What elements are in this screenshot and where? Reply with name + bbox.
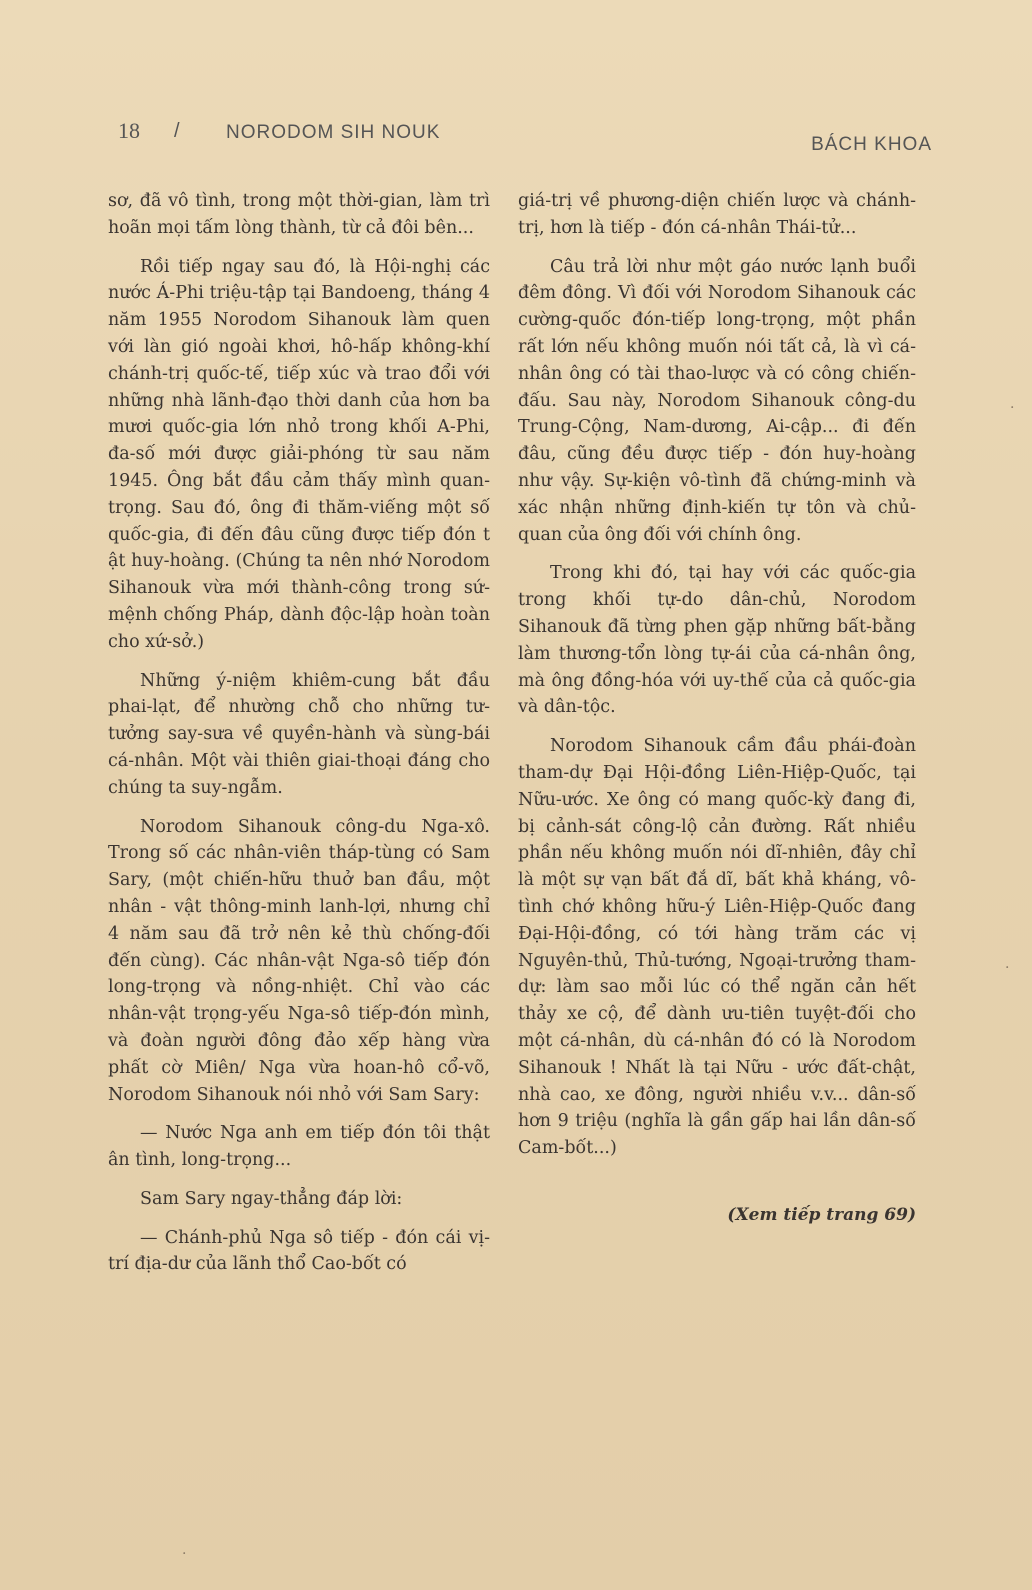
paragraph: sơ, đã vô tình, trong một thời-gian, làm trì hoãn mọi tấm lòng thành, từ cả đôi bên... bbox=[108, 191, 490, 238]
right-column bbox=[518, 188, 916, 1229]
paragraph: Norodom Sihanouk cầm đầu phái-đoàn tham-dự Đại Hội-đồng Liên-Hiệp-Quốc, tại Nữu-ước. Xe ông có mang quốc-kỳ đang đi, bị cảnh-sát công-lộ cản đường. Rất nhiều phần nếu không muốn nói dĩ-nhiên, đây chỉ là một sự vạn bất đắ dĩ, bất khả kháng, vô-tình chớ không hữu-ý Liên-Hiệp-Quốc đang Đại-Hội-đồng, có tới hàng trăm các vị Nguyên-thủ, Thủ-tướng, Ngoại-trưởng tham-dự: làm sao mỗi lúc có thể ngăn cản hết thảy xe cộ, để dành ưu-tiên tuyệt-đối cho một cá-nhân, dù cá-nhân đó có là Norodom Sihanouk ! Nhất là tại Nữu - ước đất-chật, nhà cao, xe đông, người nhiều v.v... dân-số hơn 9 triệu (nghĩa là gần gấp hai lần dân-số Cam-bốt...) bbox=[518, 736, 916, 1159]
paragraph: Trong khi đó, tại hay với các quốc-gia trong khối tự-do dân-chủ, Norodom Sihanouk đã từng phen gặp những bất-bằng làm thương-tổn lòng tự-ái của cá-nhân ông, mà ông đồng-hóa với uy-thế của cả quốc-gia và dân-tộc. bbox=[518, 563, 916, 718]
left-column bbox=[108, 188, 490, 1290]
margin-speck: · bbox=[182, 1546, 187, 1562]
page-header bbox=[118, 118, 932, 158]
margin-speck: · bbox=[1010, 400, 1015, 416]
paragraph: Những ý-niệm khiêm-cung bắt đầu phai-lạt, để nhường chỗ cho những tư-tưởng say-sưa về quyền-hành và sùng-bái cá-nhân. Một vài thiên giai-thoại đáng cho chúng ta suy-ngẫm. bbox=[108, 670, 490, 798]
paragraph: Norodom Sihanouk công-du Nga-xô. Trong số các nhân-viên tháp-tùng có Sam Sary, (một chiến-hữu thuở ban đầu, một nhân - vật thông-minh lanh-lợi, nhưng chỉ 4 năm sau đã trở nên kẻ thù chống-đối đến cùng). Các nhân-vật Nga-sô tiếp đón long-trọng và nồng-nhiệt. Chỉ vào các nhân-vật trọng-yếu Nga-sô tiếp-đón mình, và đoàn người đông đảo xếp hàng vừa phất cờ Miên/ Nga vừa hoan-hô cổ-võ, Norodom Sihanouk nói nhỏ với Sam Sary: bbox=[108, 816, 490, 1105]
paragraph: giá-trị về phương-diện chiến lược và chánh-trị, hơn là tiếp - đón cá-nhân Thái-tử... bbox=[518, 191, 916, 238]
header-separator: / bbox=[174, 120, 180, 142]
paragraph: Sam Sary ngay-thẳng đáp lời: bbox=[140, 1188, 403, 1209]
continuation-note: (Xem tiếp trang 69) bbox=[727, 1204, 916, 1225]
journal-name: BÁCH KHOA bbox=[811, 134, 932, 155]
dialogue-line: — Nước Nga anh em tiếp đón tôi thật ân tình, long-trọng... bbox=[108, 1123, 490, 1171]
margin-speck: · bbox=[1005, 960, 1010, 976]
page-number: 18 bbox=[118, 118, 140, 143]
paragraph: Rồi tiếp ngay sau đó, là Hội-nghị các nước Á-Phi triệu-tập tại Bandoeng, tháng 4 năm 1955 Norodom Sihanouk làm quen với làn gió ngoài khơi, hô-hấp không-khí chánh-trị quốc-tế, tiếp xúc và trao đổi với những nhà lãnh-đạo thời danh của hơn ba mươi quốc-gia lớn nhỏ trong khối A-Phi, đa-số mới được giải-phóng từ sau năm 1945. Ông bắt đầu cảm thấy mình quan-trọng. Sau đó, ông đi thăm-viếng một số quốc-gia, đi đến đâu cũng được tiếp đón t ật huy-hoàng. (Chúng ta nên nhớ Norodom Sihanouk vừa mới thành-công trong sứ-mệnh chống Pháp, dành độc-lập hoàn toàn cho xứ-sở.) bbox=[108, 256, 490, 652]
paragraph: Câu trả lời như một gáo nước lạnh buổi đêm đông. Vì đối với Norodom Sihanouk các cường-quốc đón-tiếp long-trọng, một phần rất lớn nếu không muốn nói tất cả, là vì cá-nhân ông có tài thao-lược và có công chiến-đấu. Sau này, Norodom Sihanouk công-du Trung-Cộng, Nam-dương, Ai-cập... đi đến đâu, cũng đều được tiếp - đón huy-hoàng như vậy. Sự-kiện vô-tình đã chứng-minh và xác nhận những định-kiến tự tôn và chủ-quan của ông đối với chính ông. bbox=[518, 256, 916, 545]
dialogue-line: — Chánh-phủ Nga sô tiếp - đón cái vị-trí địa-dư của lãnh thổ Cao-bốt có bbox=[108, 1227, 490, 1275]
running-title: NORODOM SIH NOUK bbox=[226, 122, 441, 143]
